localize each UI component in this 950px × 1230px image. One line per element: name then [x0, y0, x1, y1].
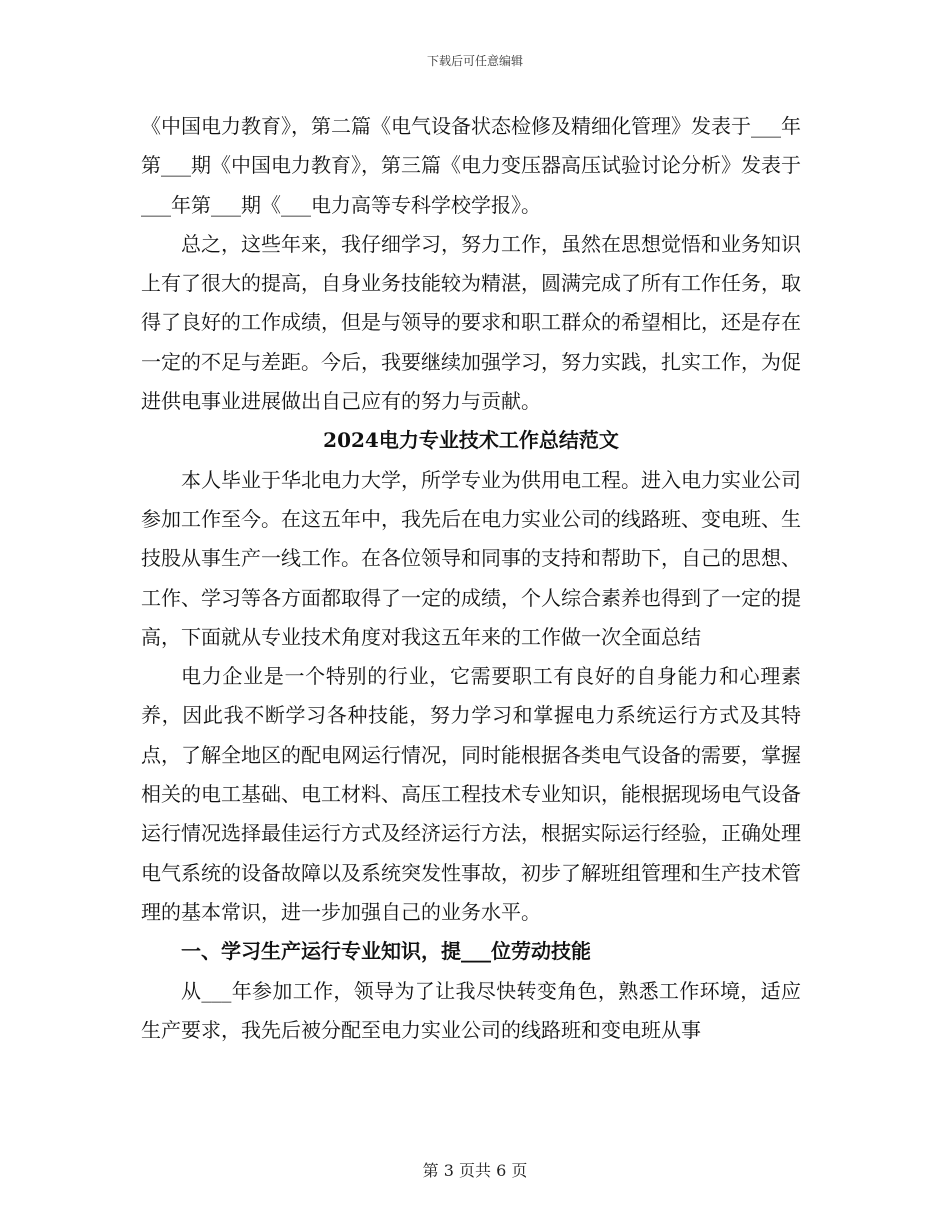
- paragraph-industry: 电力企业是一个特别的行业，它需要职工有良好的自身能力和心理素养，因此我不断学习各种技能，努力学习和掌握电力系统运行方式及其特点，了解全地区的配电网运行情况，同时能根据各类电气设备的需要，掌握相关的电工基础、电工材料、高压工程技术专业知识，能根据现场电气设备运行情况选择最佳运行方式及经济运行方法，根据实际运行经验，正确处理电气系统的设备故障以及系统突发性事故，初步了解班组管理和生产技术管理的基本常识，进一步加强自己的业务水平。: [141, 664, 801, 924]
- paragraph-continued: 《中国电力教育》，第二篇《电气设备状态检修及精细化管理》发表于___年第___期《中国电力教育》，第三篇《电力变压器高压试验讨论分析》发表于___年第___期《___电力高等专科学校学报》。: [141, 114, 801, 217]
- document-body: [141, 107, 801, 1050]
- section-heading-1: 一、学习生产运行专业知识，提___位劳动技能: [181, 939, 591, 964]
- page-footer: 第 3 页共 6 页: [422, 1161, 528, 1180]
- paragraph-summary: 总之，这些年来，我仔细学习，努力工作，虽然在思想觉悟和业务知识上有了很大的提高，自身业务技能较为精湛，圆满完成了所有工作任务，取得了良好的工作成绩，但是与领导的要求和职工群众的希望相比，还是存在一定的不足与差距。今后，我要继续加强学习，努力实践，扎实工作，为促进供电事业进展做出自己应有的努力与贡献。: [141, 231, 801, 414]
- page-header: 下载后可任意编辑: [426, 54, 523, 68]
- paragraph-intro: 本人毕业于华北电力大学，所学专业为供用电工程。进入电力实业公司参加工作至今。在这五年中，我先后在电力实业公司的线路班、变电班、生技股从事生产一线工作。在各位领导和同事的支持和帮助下，自己的思想、工作、学习等各方面都取得了一定的成绩，个人综合素养也得到了一定的提高，下面就从专业技术角度对我这五年来的工作做一次全面总结: [141, 467, 801, 649]
- paragraph-start: 从___年参加工作，领导为了让我尽快转变角色，熟悉工作环境，适应生产要求，我先后被分配至电力实业公司的线路班和变电班从事: [141, 978, 801, 1042]
- document-title: 2024电力专业技术工作总结范文: [323, 428, 619, 453]
